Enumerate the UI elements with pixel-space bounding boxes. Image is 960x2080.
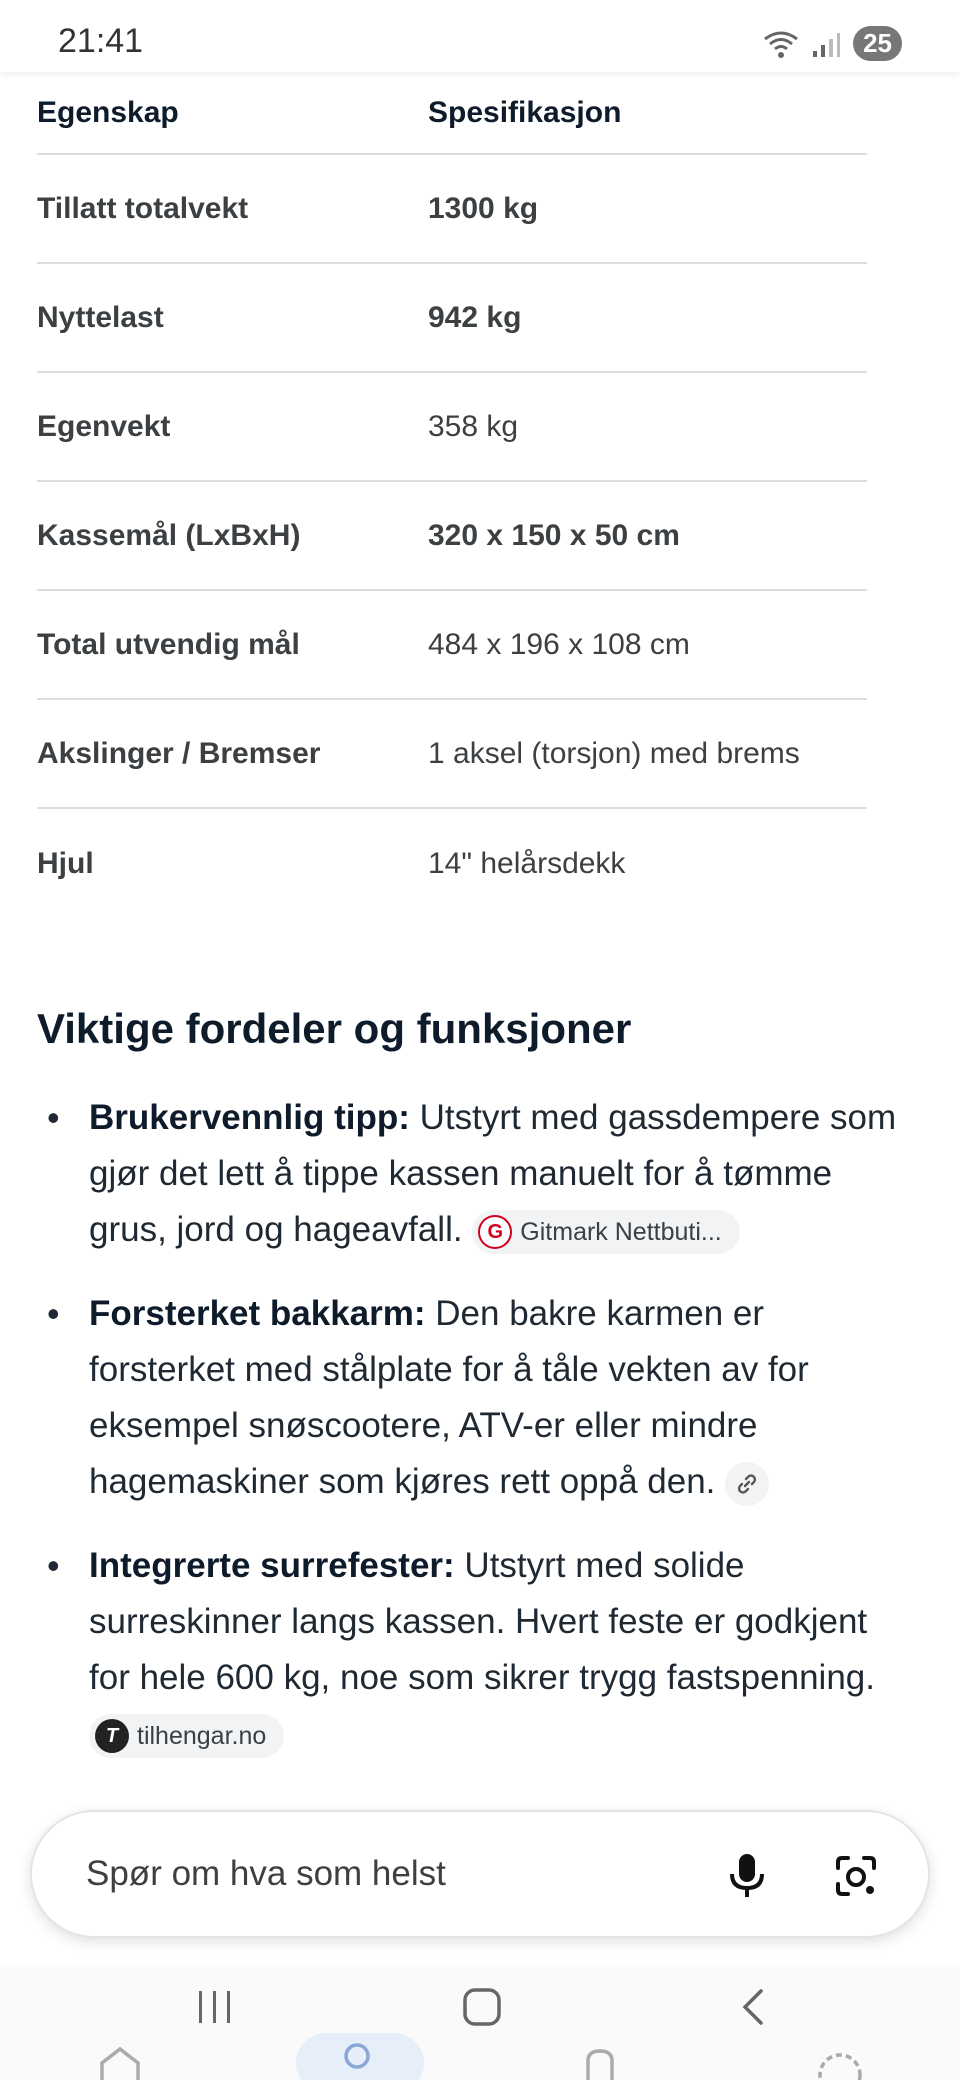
system-nav-bar xyxy=(0,1965,960,2080)
source-chip-gitmark[interactable] xyxy=(472,1210,739,1254)
ask-placeholder: Spør om hva som helst xyxy=(86,1854,446,1893)
table-cell-property: Tillatt totalvekt xyxy=(37,191,249,225)
list-item xyxy=(37,1090,917,1258)
home-nav-icon[interactable] xyxy=(462,1987,502,2027)
mic-icon[interactable] xyxy=(722,1850,772,1900)
search-icon xyxy=(342,2041,378,2077)
status-time: 21:41 xyxy=(58,22,144,60)
table-cell-property: Hjul xyxy=(37,846,94,880)
signal-icon xyxy=(811,29,841,59)
table-header-property: Egenskap xyxy=(37,95,179,129)
table-cell-property: Total utvendig mål xyxy=(37,627,300,661)
feature-label: Forsterket bakkarm: xyxy=(89,1294,426,1333)
feature-label: Brukervennlig tipp: xyxy=(89,1098,410,1137)
search-tab-pill[interactable] xyxy=(296,2033,424,2080)
tilhengar-logo-icon: T xyxy=(95,1719,129,1753)
ask-input[interactable] xyxy=(30,1810,930,1938)
back-icon[interactable] xyxy=(735,1987,771,2027)
table-cell-value: 358 kg xyxy=(428,409,519,443)
feature-label: Integrerte surrefester: xyxy=(89,1546,455,1585)
source-chip-label: Gitmark Nettbuti... xyxy=(520,1217,722,1246)
feature-text: Utstyrt med gassdempere som gjør det lett å tippe kassen manuelt for å tømme grus, jord og hageavfall. xyxy=(89,1098,897,1249)
table-row xyxy=(37,373,867,482)
table-row xyxy=(37,482,867,591)
feature-list xyxy=(37,1090,917,1790)
table-row xyxy=(37,155,867,264)
table-header-row xyxy=(37,72,867,155)
status-icons xyxy=(763,26,902,61)
table-cell-property: Akslinger / Bremser xyxy=(37,736,321,770)
feature-text: Utstyrt med solide surreskinner langs kassen. Hvert feste er godkjent for hele 600 kg, noe som sikrer trygg fastspenning. xyxy=(89,1546,875,1697)
table-cell-property: Egenvekt xyxy=(37,409,171,443)
table-cell-value: 1300 kg xyxy=(428,191,539,225)
table-row xyxy=(37,809,867,918)
gitmark-logo-icon: G xyxy=(478,1215,512,1249)
table-cell-value: 942 kg xyxy=(428,300,522,334)
camera-lens-icon[interactable] xyxy=(830,1850,882,1902)
recents-icon[interactable] xyxy=(195,1987,235,2027)
activity-tab-icon[interactable] xyxy=(810,2045,870,2080)
home-tab-icon[interactable] xyxy=(90,2045,150,2080)
table-cell-value: 320 x 150 x 50 cm xyxy=(428,518,680,552)
table-row xyxy=(37,264,867,373)
table-row xyxy=(37,700,867,809)
list-item xyxy=(37,1286,917,1510)
section-title: Viktige fordeler og funksjoner xyxy=(37,1005,632,1052)
table-cell-value: 1 aksel (torsjon) med brems xyxy=(428,736,800,770)
battery-badge: 25 xyxy=(853,26,902,61)
link-chip[interactable] xyxy=(725,1462,769,1506)
source-chip-label: tilhengar.no xyxy=(137,1721,267,1750)
status-bar xyxy=(0,0,960,72)
feature-text: Den bakre karmen er forsterket med stålplate for å tåle vekten av for eksempel snøscootere, ATV-er eller mindre hagemaskiner som kjøres rett oppå den. xyxy=(89,1294,809,1501)
link-icon xyxy=(735,1472,759,1496)
wifi-icon xyxy=(763,29,799,59)
table-row xyxy=(37,591,867,700)
table-cell-property: Nyttelast xyxy=(37,300,164,334)
table-cell-value: 14" helårsdekk xyxy=(428,846,626,880)
table-cell-property: Kassemål (LxBxH) xyxy=(37,518,301,552)
spec-table xyxy=(37,72,867,918)
table-cell-value: 484 x 196 x 108 cm xyxy=(428,627,690,661)
table-header-spec: Spesifikasjon xyxy=(428,95,622,129)
notifications-tab-icon[interactable] xyxy=(570,2045,630,2080)
list-item xyxy=(37,1538,917,1762)
source-chip-tilhengar[interactable] xyxy=(89,1714,284,1758)
